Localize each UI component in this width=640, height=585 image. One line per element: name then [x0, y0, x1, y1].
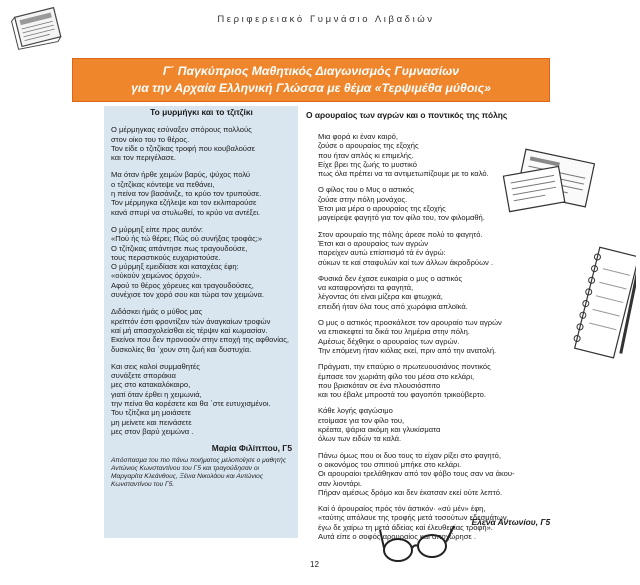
poem-line: ζούσε στην πόλη μονάχος.	[318, 194, 408, 204]
right-poem-title: Ο αρουραίος των αγρών και ο ποντικός της πόλης	[306, 110, 508, 120]
left-poem-title: Το μυρμήγκι και το τζιτζίκι	[150, 107, 253, 117]
papers-icon	[500, 148, 610, 214]
poem-line: παρείχεν αυτώ επίσιτισμό τά έν άγρώ:	[318, 248, 446, 258]
poem-line: ετοίμασε για τον φίλο του,	[318, 415, 405, 425]
poem-line: Κάθε λογής φαγώσιμο	[318, 406, 393, 416]
poem-line: Πάνω όμως που οι δυο τους το είχαν ρίξει στο φαγητό,	[318, 450, 501, 460]
poem-line: σαν λιοντάρι.	[318, 478, 362, 488]
poem-line: Τον είδε ο τζιτζίκας τροφή που κουβαλούσε	[111, 143, 256, 153]
poem-line: Ο μυς ο αστικός προσκάλεσε τον αρουραίο των αγρών	[318, 318, 502, 328]
notebook-icon	[572, 240, 636, 370]
poem-line: Πράγματι, την επαύριο ο πρωτευουσιάνος ποντικός	[318, 362, 491, 372]
poem-line: Του τζίτζικα μη μοιάσετε	[111, 408, 192, 418]
poem-line: η πείνα τον βασάνιζε, το κρύο τον τρυπούσε.	[111, 189, 262, 199]
stanza	[111, 225, 292, 299]
left-poem-body	[111, 125, 292, 436]
newspaper-icon	[8, 6, 68, 50]
poem-line: Ο μύρμηξ εμειδίασε και καταχέας έφη:	[111, 262, 239, 272]
poem-line: γιατί όταν έρθει η χειμωνιά,	[111, 389, 202, 399]
poem-line: στον οίκο του το θέρος.	[111, 134, 190, 144]
poem-line: Πήραν αμέσως δρόμο και δεν έκατσαν εκεί ούτε λεπτό.	[318, 487, 503, 497]
stanza	[318, 230, 570, 267]
poem-line: Διδάσκει ήμάς ο μύθος μας	[111, 307, 203, 317]
left-poem-panel	[104, 106, 298, 538]
school-header: Περιφερειακό Γυμνάσιο Λιβαδιών	[217, 14, 435, 25]
poem-line: που ήταν απλός κι επιμελής.	[318, 150, 414, 160]
poem-line: Φυσικά δεν έχασε ευκαιρία ο μυς ο αστικός	[318, 273, 463, 283]
poem-line: πως όλα πρέπει να τα αντιμετωπίζουμε με το καλό.	[318, 169, 489, 179]
poem-line: και του έβαλε μπροστά του φαγοπότι τρικούβερτο.	[318, 390, 486, 400]
competition-banner	[72, 58, 550, 102]
poem-line: ο οικονόμος του σπιτιού μπήκε στο κελάρι.	[318, 459, 462, 469]
poem-line: καί μή απασχολείσθαι είς τέρψιν καί κωμασίαν.	[111, 325, 268, 335]
poem-line: μες στο κατακαλόκαιρο,	[111, 380, 191, 390]
poem-line: όλων των ειδών τα καλά.	[318, 434, 402, 444]
stanza	[318, 362, 570, 399]
poem-line: και τον περιγέλασε.	[111, 153, 176, 163]
poem-line: «Πού ής τώ θέρει; Πώς ού συνήξας τροφάς;»	[111, 234, 263, 244]
poem-line: Τον μέρμηγκα εζήλεψε και τον εκλιπαρούσε	[111, 198, 257, 208]
poem-line: Έτσι και ο αρουραίος των αγρών	[318, 238, 428, 248]
poem-line: μη μείνετε και πεινάσετε	[111, 417, 192, 427]
poem-line: δυσκολίες θα ΄χουν στη ζωή και δυστυχία.	[111, 344, 252, 354]
poem-line: επειδή ήταν όλα τους από χωράφια απλοϊκά.	[318, 301, 468, 311]
poem-line: Έτσι μια μέρα ο αρουραίος της εξοχής	[318, 204, 446, 214]
poem-line: συνάξετε σποράκια	[111, 371, 176, 381]
poem-line: «ταύτης απόλαυε της τροφής μετά τοσούτων εδεσμάτων,	[318, 513, 509, 523]
poem-line: να καταφρονήσει τα φαγητά,	[318, 283, 414, 293]
stanza	[111, 307, 292, 353]
poem-line: μαγείρεψε φαγητό για τον φίλο του, τον φιλομαθή.	[318, 213, 485, 223]
poem-line: Και σεις καλοί συμμαθητές	[111, 361, 200, 371]
poem-line: Ο τζίτζικας απάντησε πως τραγουδούσε,	[111, 243, 248, 253]
poem-line: Καί ό άρουραίος πρός τόν άστικόν· «σύ μέν» έφη,	[318, 504, 486, 514]
banner-line-1: Γ΄ Παγκύπριος Μαθητικός Διαγωνισμός Γυμνασίων	[162, 64, 460, 78]
poem-line: Είχε βρει της ζωής το μυστικό	[318, 159, 417, 169]
poem-line: «ούκούν χειμώνος όρχού».	[111, 271, 202, 281]
stanza	[318, 274, 570, 311]
left-poem-author: Μαρία Φιλίππου, Γ5	[211, 443, 292, 454]
poem-line: συνέχισε τον χορό σου και τώρα τον χειμώνα.	[111, 290, 264, 300]
poem-line: Οι αρουραίοι τρελάθηκαν από τον φόβο τους σαν να άκου-	[318, 469, 515, 479]
poem-line: που βρισκόταν σε ένα πλουσιόσπιτο	[318, 380, 441, 390]
stanza	[318, 318, 570, 355]
poem-line: Αμέσως δέχθηκε ο αρουραίος των αγρών.	[318, 336, 460, 346]
banner-line-2: για την Αρχαία Ελληνική Γλώσσα με θέμα «Τερψιμέθα μύθοις»	[131, 81, 491, 95]
page-number: 12	[310, 560, 319, 569]
poem-line: έμπασε τον χωριάτη φίλο του μέσα στο κελάρι,	[318, 371, 475, 381]
glasses-icon	[378, 520, 456, 570]
poem-line: Εκείνοι που δεν προνοούν στην εποχή της αφθονίας,	[111, 335, 290, 345]
poem-line: Ο φίλος του ο Μυς ο αστικός	[318, 185, 414, 195]
left-poem-note: Απόσπασμα του πιο πάνω ποιήματος μελοποίησε ο μαθητής Αντώνιος Κωνσταντίνου του Γ5 και τραγούδησαν οι Μαργαρίτα Κλεάνθους, Ξένια Νικολάου και Αντώνιος Κωνσταντίνου του Γ5.	[111, 456, 287, 489]
right-poem-author: Έλενα Αντωνίου, Γ5	[470, 517, 551, 527]
poem-line: κρέατα, ψάρια ακόμη και γλυκίσματα	[318, 425, 441, 435]
poem-line: τους περαστικούς ευχαριστούσε.	[111, 252, 221, 262]
poem-line: μες στον βαρύ χειμώνα .	[111, 426, 194, 436]
poem-line: Την επόμενη ήταν κιόλας εκεί, πριν από την ανατολή.	[318, 345, 497, 355]
stanza	[318, 406, 570, 443]
poem-line: Μια φορά κι έναν καιρό,	[318, 132, 398, 141]
poem-line: Στον αρουραίο της πόλης άρεσε πολύ το φαγητό.	[318, 229, 483, 239]
poem-line: σύκων τε καί σταφυλών καί των άλλων άκροδρύων .	[318, 257, 494, 267]
poem-line: Μα όταν ήρθε χειμών βαρύς, ψύχος πολύ	[111, 170, 251, 180]
stanza	[318, 451, 570, 497]
poem-line: κανά σπυρί να στυλωθεί, το κρύο να αντέξει.	[111, 207, 261, 217]
poem-line: έγω δε χαίρω τη μετά άδείας καί έλευθερίας τροφή».	[318, 522, 493, 532]
poem-line: Ο μύρμηξ είπε προς αυτόν:	[111, 224, 204, 234]
poem-line: ζούσε ο αρουραίος της εξοχής	[318, 141, 419, 151]
stanza	[111, 170, 292, 216]
poem-line: ο τζιτζίκας κόντεψε να πεθάνει,	[111, 179, 215, 189]
poem-line: κρεϊττόν έστι φροντίζειν τών άναγκαίων τροφών	[111, 316, 271, 326]
poem-line: την πείνα θα κορέσετε και θα ΄στε ευτυχισμένοι.	[111, 399, 271, 409]
stanza	[111, 125, 292, 162]
stanza	[111, 362, 292, 436]
poem-line: Ο μέρμηγκας εσύναξεν σπόρους πολλούς	[111, 125, 252, 135]
poem-line: να επισκεφτεί τα δικά του λημέρια στην πόλη.	[318, 327, 470, 337]
poem-line: λέγοντας ότι είναι μίζερα και φτωχικά,	[318, 292, 443, 302]
poem-line: Αφού το θέρος χόρευες και τραγουδούσες,	[111, 280, 254, 290]
poem-line: Αυτά είπε ο σοφός αρουραίος και αποχώρησε .	[318, 531, 477, 541]
